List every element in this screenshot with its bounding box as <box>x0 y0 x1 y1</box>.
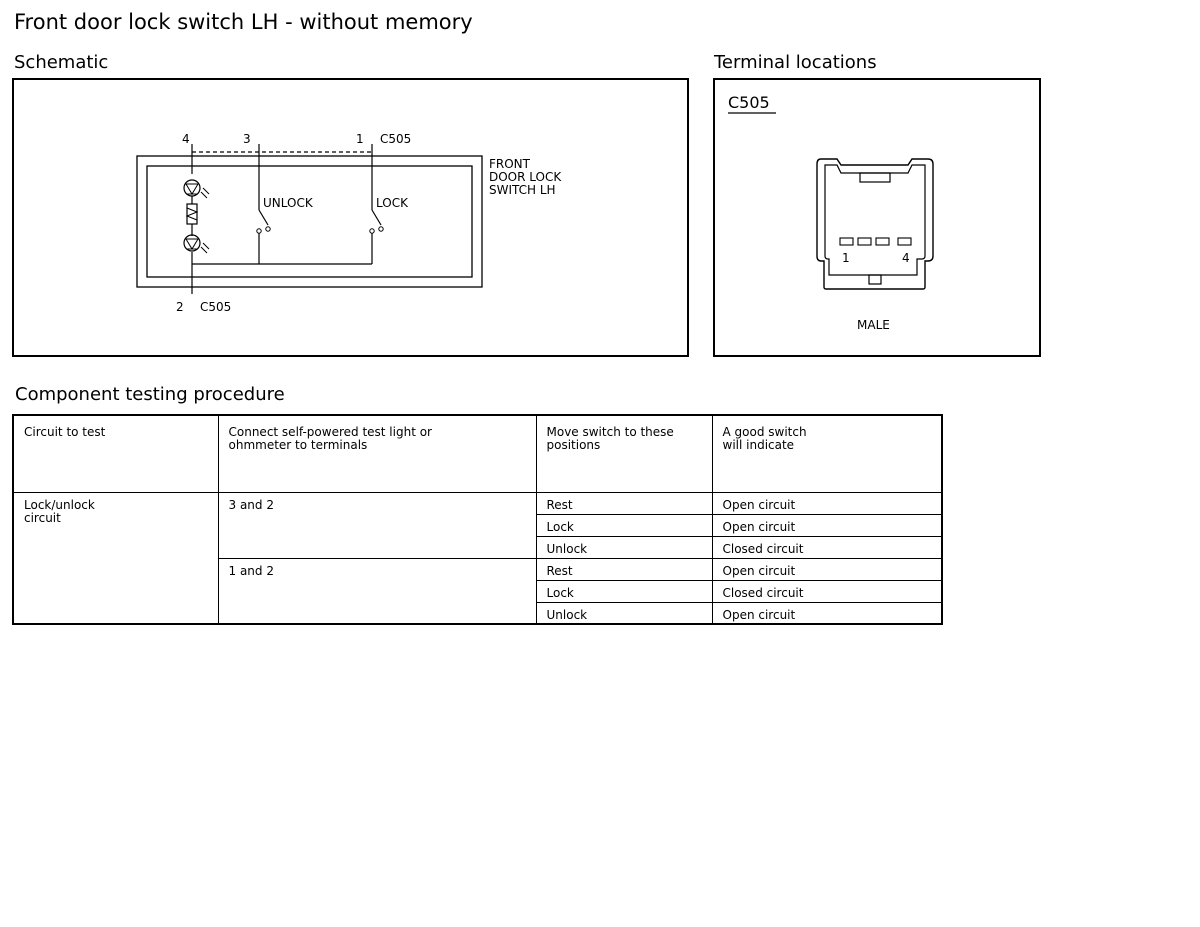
connector-icon <box>817 159 933 289</box>
indication-cell: Open circuit <box>712 514 942 536</box>
circuit-cell: Lock/unlock circuit <box>13 492 218 624</box>
indication-cell: Open circuit <box>712 492 942 514</box>
connector-label-bottom: C505 <box>200 300 232 314</box>
led-icon <box>184 180 209 198</box>
unlock-label: UNLOCK <box>263 196 313 210</box>
table-header-row <box>13 415 942 492</box>
component-label-line3: SWITCH LH <box>489 183 556 197</box>
schematic-title: Schematic <box>14 52 109 73</box>
column-header-circuit: Circuit to test <box>13 415 218 492</box>
position-cell: Rest <box>536 492 712 514</box>
page-title: Front door lock switch LH - without memory <box>14 10 473 34</box>
switch-outer-box <box>137 156 482 287</box>
column-header-indication: A good switch will indicate <box>712 415 942 492</box>
connector-label: C505 <box>728 93 770 112</box>
unlock-switch-icon <box>257 210 270 233</box>
led-icon <box>184 235 209 253</box>
position-cell: Rest <box>536 558 712 580</box>
terminals-cell: 1 and 2 <box>218 558 536 624</box>
indication-cell: Open circuit <box>712 558 942 580</box>
terminal-title: Terminal locations <box>714 52 877 73</box>
testing-title: Component testing procedure <box>15 384 285 405</box>
connector-gender-label: MALE <box>857 318 890 332</box>
connector-pin-4-label: 4 <box>902 251 910 265</box>
pin-4-label: 4 <box>182 132 190 146</box>
column-header-terminals: Connect self-powered test light or ohmmeter to terminals <box>218 415 536 492</box>
connector-label-top: C505 <box>380 132 412 146</box>
position-cell: Lock <box>536 514 712 536</box>
connector-diagram <box>715 80 1039 355</box>
indication-cell: Closed circuit <box>712 580 942 602</box>
position-cell: Unlock <box>536 602 712 624</box>
schematic-diagram <box>14 80 687 355</box>
component-label-line2: DOOR LOCK <box>489 170 562 184</box>
position-cell: Unlock <box>536 536 712 558</box>
column-header-positions: Move switch to these positions <box>536 415 712 492</box>
terminals-cell: 3 and 2 <box>218 492 536 558</box>
indication-cell: Open circuit <box>712 602 942 624</box>
schematic-panel <box>12 78 689 357</box>
pin-1-label: 1 <box>356 132 364 146</box>
switch-inner-box <box>147 166 472 277</box>
lock-switch-icon <box>370 210 383 233</box>
lock-label: LOCK <box>376 196 408 210</box>
table-row <box>13 492 942 514</box>
indication-cell: Closed circuit <box>712 536 942 558</box>
terminal-panel <box>713 78 1041 357</box>
testing-table <box>12 414 943 625</box>
position-cell: Lock <box>536 580 712 602</box>
pin-3-label: 3 <box>243 132 251 146</box>
component-label-line1: FRONT <box>489 157 530 171</box>
pin-2-label: 2 <box>176 300 184 314</box>
connector-pin-1-label: 1 <box>842 251 850 265</box>
